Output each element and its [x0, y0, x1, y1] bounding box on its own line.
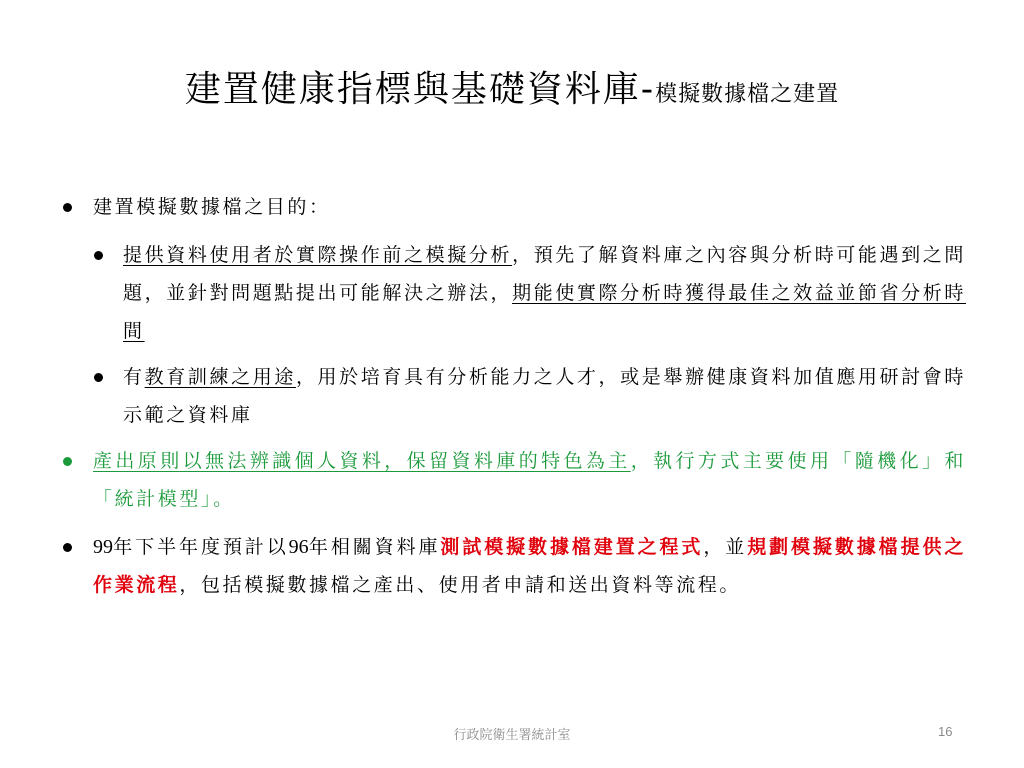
bullet-plan	[60, 528, 966, 604]
bullet-text: ，包括模擬數據檔之產出、使用者申請和送出資料等流程。	[179, 574, 742, 596]
bullet-dot-icon	[94, 251, 103, 260]
bullet-text: ，執行方式主要使用「隨機化」和「統計模型」。	[93, 450, 966, 510]
bullet-text: 年下半年度預計以	[113, 536, 289, 558]
bullet-text: 有	[123, 366, 145, 388]
bullet-text: ，並	[703, 536, 748, 558]
bullet-text: ，預先了解資料庫之內容與分析時可能遇到之問題，並針對問題點提出可能解決之辦法，	[123, 244, 966, 304]
underlined-text: 提供資料使用者於實際操作前之模擬分析	[123, 244, 513, 266]
bullet-text: 建置模擬數據檔之目的：	[93, 196, 331, 218]
slide-body	[60, 188, 966, 614]
bullet-text: ，用於培育具有分析能力之人才，或是舉辦健康資料加值應用研討會時示範之資料庫	[123, 366, 966, 426]
sub-bullet-education	[60, 358, 966, 434]
title-main: 建置健康指標與基礎資料庫	[184, 69, 641, 110]
underlined-text: 產出原則以無法辨識個人資料，保留資料庫的特色為主	[93, 450, 631, 472]
bullet-purpose	[60, 188, 966, 226]
bullet-dot-icon	[94, 373, 103, 382]
year-number: 96	[288, 536, 309, 558]
bullet-dot-icon	[63, 543, 72, 552]
slide-title	[0, 69, 1024, 110]
page-number: 16	[938, 724, 953, 739]
year-number: 99	[93, 536, 113, 558]
title-subtitle: 模擬數據檔之建置	[655, 82, 840, 107]
highlighted-text: 規劃模擬數據檔提供之作業流程	[93, 536, 966, 596]
bullet-principle	[60, 442, 966, 518]
bullet-dot-icon	[63, 203, 72, 212]
bullet-text: 年相關資料庫	[308, 536, 441, 558]
highlighted-text: 測試模擬數據檔建置之程式	[440, 536, 704, 558]
sub-bullet-simulation	[60, 236, 966, 350]
underlined-text: 教育訓練之用途	[144, 366, 296, 388]
bullet-dot-icon	[63, 457, 72, 466]
footer-organization: 行政院衛生署統計室	[453, 728, 571, 743]
title-separator: -	[640, 69, 656, 110]
underlined-text: 期能使實際分析時獲得最佳之效益並節省分析時間	[123, 282, 966, 342]
